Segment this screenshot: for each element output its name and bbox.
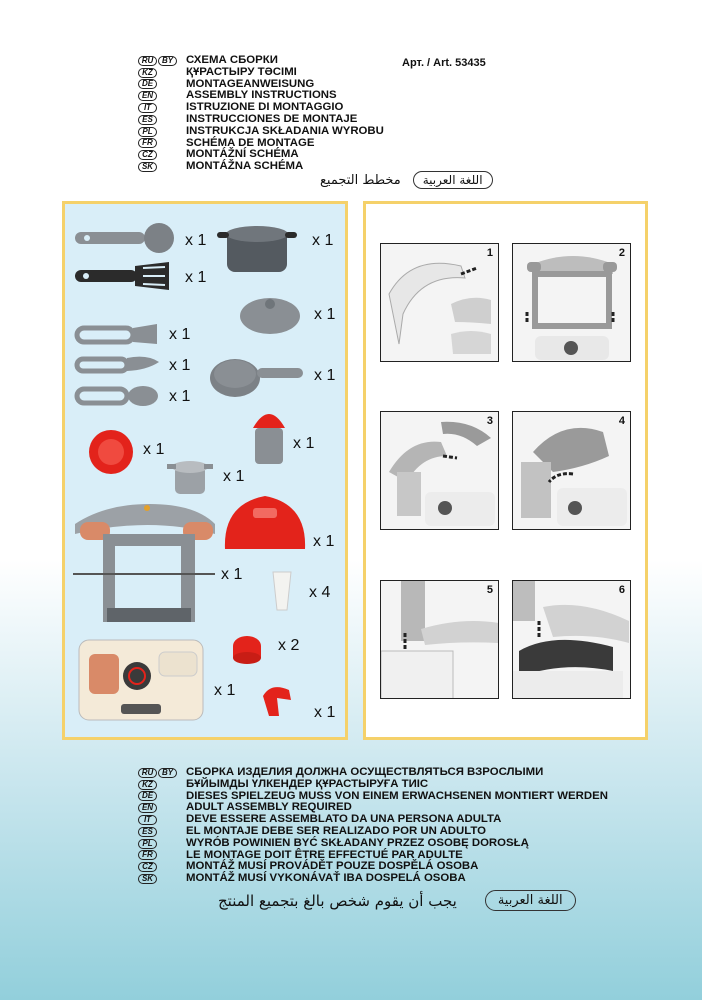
lang-text: SCHÉMA DE MONTAGE (186, 136, 315, 149)
quantity-label: x 4 (309, 584, 331, 601)
quantity-label: x 1 (312, 232, 334, 249)
step-number: 4 (618, 415, 625, 427)
header-language-list (138, 55, 384, 173)
lang-code: BY (158, 768, 177, 778)
assembly-step (512, 243, 631, 362)
arabic-adult-notice: يجب أن يقوم شخص بالغ بتجميع المنتج (218, 891, 457, 910)
lang-text: LE MONTAGE DOIT ÊTRE EFFECTUÉ PAR ADULTE (186, 848, 463, 861)
lang-code: DE (138, 791, 157, 801)
steps-panel (363, 201, 648, 740)
step-number: 5 (486, 584, 493, 596)
red-knob-part (233, 636, 261, 664)
fork-part (77, 324, 157, 344)
lang-text: DIESES SPIELZEUG MUSS VON EINEM ERWACHSENEN MONTIERT WERDEN (186, 789, 608, 802)
lang-text: СБОРКА ИЗДЕЛИЯ ДОЛЖНА ОСУЩЕСТВЛЯТЬСЯ ВЗРОСЛЫМИ (186, 766, 544, 778)
quantity-label: x 1 (185, 269, 207, 286)
lang-code: SK (138, 162, 157, 172)
lang-code: DE (138, 79, 157, 89)
step-number: 2 (618, 247, 625, 259)
lang-row-pl (138, 838, 608, 850)
spatula-part (75, 262, 169, 290)
lang-code: IT (138, 103, 157, 113)
step-number: 6 (618, 584, 625, 596)
assembly-step (512, 411, 631, 530)
lang-text: ҚҰРАСТЫРУ ТӘСІМІ (186, 65, 297, 78)
lang-code: CZ (138, 150, 157, 160)
cup-part (273, 572, 291, 610)
lang-code: RU (138, 768, 157, 778)
lang-row-kz (138, 67, 384, 79)
quantity-label: x 1 (169, 326, 191, 343)
quantity-label: x 1 (143, 441, 165, 458)
step-illustration (381, 412, 499, 530)
lang-text: ISTRUZIONE DI MONTAGGIO (186, 101, 344, 114)
assembly-step (380, 411, 499, 530)
shaker-part (253, 414, 285, 464)
lang-text: WYRÓB POWINIEN BYĆ SKŁADANY PRZEZ OSOBĘ DOROSŁĄ (186, 836, 529, 849)
lang-code: ES (138, 827, 157, 837)
lang-text: ASSEMBLY INSTRUCTIONS (186, 89, 337, 102)
quantity-label: x 1 (314, 704, 336, 721)
lang-text: MONTAGEANWEISUNG (186, 77, 315, 90)
quantity-label: x 1 (214, 682, 236, 699)
assembly-step (380, 580, 499, 699)
small-pot-part (167, 461, 213, 494)
step-illustration (381, 244, 499, 362)
lang-code: KZ (138, 68, 157, 78)
footer-language-list (138, 767, 608, 885)
quantity-label: x 1 (314, 367, 336, 384)
step-illustration (513, 412, 631, 530)
step-number: 3 (486, 415, 493, 427)
step-number: 1 (486, 247, 493, 259)
lang-code: SK (138, 874, 157, 884)
lang-text: СХЕМА СБОРКИ (186, 54, 278, 66)
lang-text: ADULT ASSEMBLY REQUIRED (186, 801, 352, 814)
lang-code: ES (138, 115, 157, 125)
lang-text: INSTRUKCJA SKŁADANIA WYROBU (186, 124, 384, 137)
teaspoon-part (77, 386, 158, 406)
red-hood-part (225, 496, 305, 549)
plate-part (89, 430, 133, 474)
lang-text: БҰЙЫМДЫ ҮЛКЕНДЕР ҚҰРАСТЫРУҒА ТИІС (186, 777, 429, 790)
lang-text: MONTÁŽNÍ SCHÉMA (186, 148, 299, 161)
quantity-label: x 1 (223, 468, 245, 485)
assembly-step (380, 243, 499, 362)
lang-text: MONTÁŽNA SCHÉMA (186, 160, 304, 173)
lang-text: MONTÁŽ MUSÍ VYKONÁVAŤ IBA DOSPELÁ OSOBA (186, 872, 466, 885)
lang-code: RU (138, 56, 157, 66)
quantity-label: x 1 (314, 306, 336, 323)
quantity-label: x 2 (278, 637, 300, 654)
lang-code: EN (138, 91, 157, 101)
lang-row-pl (138, 126, 384, 138)
lang-code: EN (138, 803, 157, 813)
lang-row-kz (138, 779, 608, 791)
quantity-label: x 1 (169, 357, 191, 374)
lang-code: FR (138, 138, 157, 148)
lang-code: IT (138, 815, 157, 825)
kitchen-frame-part (73, 504, 215, 622)
lang-code: KZ (138, 780, 157, 790)
quantity-label: x 1 (185, 232, 207, 249)
arabic-language-badge: اللغة العربية (485, 890, 576, 911)
lang-code: CZ (138, 862, 157, 872)
arabic-title: مخطط التجميع (320, 172, 401, 188)
knife-part (77, 357, 159, 371)
header-arabic-row (320, 171, 493, 189)
lang-text: DEVE ESSERE ASSEMBLATO DA UNA PERSONA ADULTA (186, 813, 502, 826)
step-illustration (513, 581, 631, 699)
assembly-step (512, 580, 631, 699)
frying-pan-part (210, 359, 303, 397)
footer-arabic-row (218, 890, 576, 911)
faucet-part (263, 687, 291, 716)
parts-panel (62, 201, 348, 740)
lang-text: EL MONTAJE DEBE SER REALIZADO POR UN ADULTO (186, 824, 486, 837)
lang-code: PL (138, 127, 157, 137)
arabic-language-badge: اللغة العربية (413, 171, 493, 189)
step-illustration (513, 244, 631, 362)
lang-text: MONTÁŽ MUSÍ PROVÁDĚT POUZE DOSPĚLÁ OSOBA (186, 860, 479, 873)
lang-row-es (138, 826, 608, 838)
lang-text: INSTRUCCIONES DE MONTAJE (186, 112, 358, 125)
lang-row-es (138, 114, 384, 126)
quantity-label: x 1 (313, 533, 335, 550)
quantity-label: x 1 (221, 566, 243, 583)
quantity-label: x 1 (169, 388, 191, 405)
quantity-label: x 1 (293, 435, 315, 452)
stove-base-part (79, 640, 203, 720)
article-number: Арт. / Art. 53435 (402, 57, 486, 69)
lid-part (240, 298, 300, 334)
lang-code: BY (158, 56, 177, 66)
pot-part (217, 226, 297, 272)
lang-code: PL (138, 839, 157, 849)
step-illustration (381, 581, 499, 699)
spoon-part (75, 223, 174, 253)
lang-code: FR (138, 850, 157, 860)
lang-row-sk (138, 873, 608, 885)
